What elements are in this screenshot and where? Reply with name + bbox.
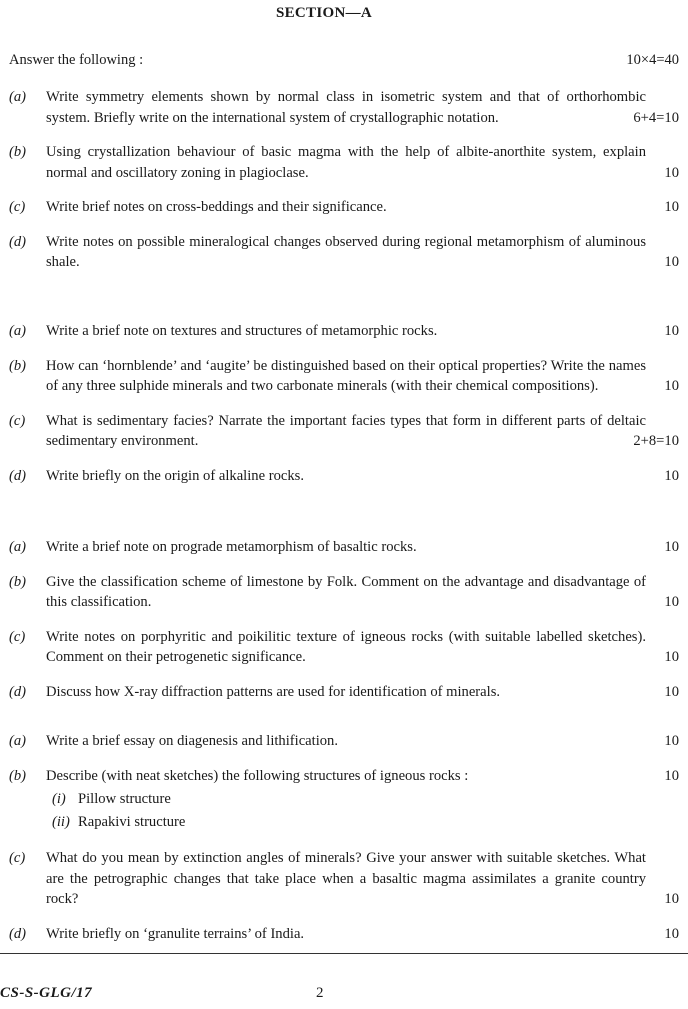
question-label: (d)	[9, 467, 27, 484]
question-marks: 10	[664, 683, 679, 700]
question-label: (b)	[9, 767, 27, 784]
question-item	[0, 731, 688, 752]
question-label: (d)	[9, 233, 27, 250]
question-label: (b)	[9, 357, 27, 374]
question-label: (a)	[9, 89, 27, 105]
question-group-2	[0, 321, 688, 500]
question-item	[0, 537, 688, 558]
question-marks: 10	[664, 378, 679, 394]
question-item	[0, 87, 688, 128]
question-item	[0, 356, 688, 397]
subitem-label: (ii)	[52, 814, 70, 830]
question-item	[0, 232, 688, 273]
question-label: (b)	[9, 144, 27, 160]
question-item	[0, 848, 688, 910]
question-text: Discuss how X-ray diffraction patterns are used for identification of minerals.	[46, 683, 501, 700]
question-marks: 6+4=10	[633, 109, 679, 126]
question-label: (a)	[9, 539, 27, 555]
question-marks: 10	[664, 649, 679, 665]
question-text: Write a brief note on prograde metamorphism of basaltic rocks.	[46, 539, 417, 555]
question-item	[0, 627, 688, 668]
question-text: How can ‘hornblende’ and ‘augite’ be distinguished based on their optical properties? Write the names of any three sulphide minerals and two carbonate minerals (with their chemical compositions).	[46, 357, 646, 394]
question-text: Write brief notes on cross-beddings and their significance.	[46, 199, 387, 215]
question-marks: 10	[664, 891, 679, 907]
question-label: (b)	[9, 573, 27, 590]
question-text: Using crystallization behaviour of basic magma with the help of albite-anorthite system, explain normal and oscillatory zoning in plagioclase.	[46, 144, 646, 181]
question-item	[0, 411, 688, 452]
question-item	[0, 197, 688, 218]
question-text: What do you mean by extinction angles of minerals? Give your answer with suitable sketches. What are the petrographic changes that take place when a basaltic magma assimilates a granite country rock?	[46, 850, 646, 907]
page-number: 2	[316, 985, 324, 1001]
section-title: SECTION—A	[275, 5, 373, 21]
subitem-list	[46, 788, 688, 834]
question-text: Describe (with neat sketches) the following structures of igneous rocks :	[46, 767, 469, 784]
question-label: (d)	[9, 925, 27, 942]
subitem	[46, 811, 688, 834]
question-marks: 10	[664, 925, 679, 942]
instruction-text: Answer the following :	[9, 52, 144, 68]
footer-divider	[0, 953, 688, 954]
question-text: What is sedimentary facies? Narrate the important facies types that form in different parts of deltaic sedimentary environment.	[46, 412, 646, 449]
subitem-label: (i)	[52, 791, 66, 807]
question-label: (a)	[9, 323, 27, 339]
question-group-4	[0, 731, 688, 958]
question-marks: 2+8=10	[633, 433, 679, 449]
question-label: (c)	[9, 199, 26, 215]
question-label: (a)	[9, 733, 27, 749]
question-label: (c)	[9, 412, 26, 429]
question-text: Write briefly on ‘granulite terrains’ of India.	[46, 925, 305, 942]
question-marks: 10	[664, 767, 679, 784]
subitem-text: Pillow structure	[78, 791, 171, 807]
question-item	[0, 142, 688, 183]
question-label: (c)	[9, 850, 26, 866]
question-text: Write briefly on the origin of alkaline rocks.	[46, 467, 304, 484]
instruction-line	[9, 52, 679, 69]
question-text: Write a brief essay on diagenesis and lithification.	[46, 733, 339, 749]
question-marks: 10	[664, 164, 679, 181]
question-item	[0, 321, 688, 342]
question-text: Write a brief note on textures and structures of metamorphic rocks.	[46, 323, 438, 339]
question-group-3	[0, 537, 688, 716]
question-item	[0, 766, 688, 835]
instruction-marks: 10×4=40	[626, 52, 679, 68]
question-text: Write symmetry elements shown by normal class in isometric system and that of orthorhombic system. Briefly write on the international system of crystallographic notation.	[46, 89, 646, 126]
question-text: Give the classification scheme of limestone by Folk. Comment on the advantage and disadvantage of this classification.	[46, 573, 646, 610]
question-marks: 10	[664, 467, 679, 484]
question-text: Write notes on porphyritic and poikilitic texture of igneous rocks (with suitable labelled sketches). Comment on their petrogenetic significance.	[46, 628, 646, 665]
paper-code: CS-S-GLG/17	[0, 985, 93, 1001]
question-marks: 10	[664, 199, 679, 215]
question-item	[0, 572, 688, 613]
question-marks: 10	[664, 733, 679, 749]
subitem	[46, 788, 688, 811]
question-item	[0, 466, 688, 487]
subitem-text: Rapakivi structure	[78, 814, 186, 830]
question-group-1	[0, 87, 688, 287]
question-marks: 10	[664, 323, 679, 339]
question-item	[0, 924, 688, 945]
question-marks: 10	[664, 539, 679, 555]
question-label: (d)	[9, 683, 27, 700]
question-text: Write notes on possible mineralogical changes observed during regional metamorphism of aluminous shale.	[46, 233, 646, 270]
question-label: (c)	[9, 628, 26, 645]
question-marks: 10	[664, 594, 679, 610]
question-marks: 10	[664, 254, 679, 270]
question-item	[0, 682, 688, 703]
